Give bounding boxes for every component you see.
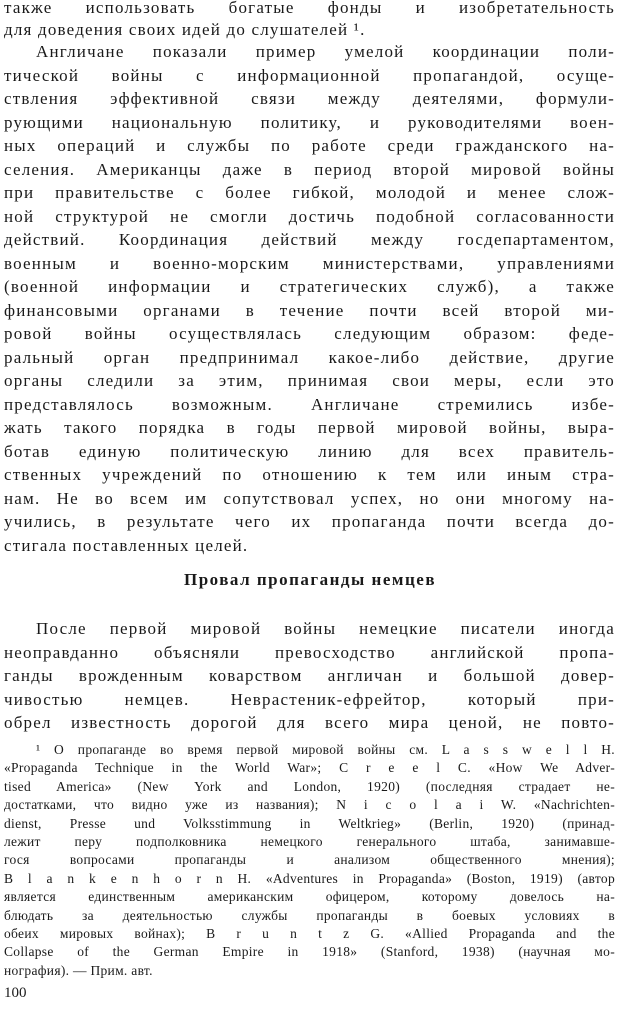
footnote-line: B l a n k e n h o r n H. «Adventures in Propaganda» (Boston, 1919) (автор <box>4 870 615 886</box>
text-line: Англичане показали пример умелой координации поли- <box>36 42 615 61</box>
page-number: 100 <box>4 985 27 1002</box>
text-line: стигала поставленных целей. <box>4 536 249 555</box>
text-line: тической войны с информационной пропагандой, осуще- <box>4 66 615 85</box>
text-line: ных операций и службы по работе среди гражданского на- <box>4 136 615 155</box>
section-heading: Провал пропаганды немцев <box>184 570 436 589</box>
text-line: ганды врожденным коварством англичан и большой довер- <box>4 666 615 685</box>
text-line: ровой войны осуществлялась следующим образом: феде- <box>4 324 615 343</box>
text-line: финансовыми органами в течение почти всей второй ми- <box>4 301 615 320</box>
text-line: ной структурой не смогли достичь подобной согласованности <box>4 207 615 226</box>
footnote-line: гося вопросами пропаганды и анализом общественного мнения); <box>4 852 615 868</box>
text-line: (военной информации и стратегических служб), а также <box>4 277 615 296</box>
footnote-line: достатками, что видно уже из названия); N i c o l a i W. «Nachrichten- <box>4 797 615 813</box>
text-line: ствления эффективной связи между деятелями, формули- <box>4 89 615 108</box>
text-line: рующими национальную политику, и руководителями воен- <box>4 113 615 132</box>
text-line: военным и военно-морским министерствами, управлениями <box>4 254 615 273</box>
footnote-line: является единственным американским офицером, которому довелось на- <box>4 889 615 905</box>
text-line: ботав единую политическую линию для всех правитель- <box>4 442 615 461</box>
text-line: представлялось возможным. Англичане стремились избе- <box>4 395 615 414</box>
footnote-line: блюдать за деятельностью службы пропаганды в боевых условиях в <box>4 907 615 923</box>
text-line: селения. Американцы даже в период второй мировой войны <box>4 160 615 179</box>
footnote-line: «Propaganda Technique in the World War»; C r e e l C. «How We Adver- <box>4 760 615 776</box>
text-line: также использовать богатые фонды и изобретательность <box>4 0 615 17</box>
text-line: при правительстве с более гибкой, молодой и менее слож- <box>4 183 615 202</box>
footnote-line: нография). — Прим. авт. <box>4 962 153 978</box>
text-line: нам. Не во всем им сопутствовал успех, но они многому на- <box>4 489 615 508</box>
text-line: После первой мировой войны немецкие писатели иногда <box>36 619 615 638</box>
text-line: обрел известность дорогой для всего мира ценой, не повто- <box>4 713 615 732</box>
text-line: ральный орган предпринимал какое-либо действие, другие <box>4 348 615 367</box>
text-line: органы следили за этим, принимая свои меры, если это <box>4 371 615 390</box>
footnote-line: Collapse of the German Empire in 1918» (Stanford, 1938) (научная мо- <box>4 944 615 960</box>
text-line: для доведения своих идей до слушателей ¹. <box>4 20 366 39</box>
text-line: жать такого порядка в годы первой мировой войны, выра- <box>4 418 615 437</box>
text-line: ственных учреждений по отношению к тем или иным стра- <box>4 465 615 484</box>
text-line: действий. Координация действий между госдепартаментом, <box>4 230 615 249</box>
footnote-line: обеих мировых войнах); B r u n t z G. «Allied Propaganda and the <box>4 926 615 941</box>
footnote-line: dienst, Presse und Volksstimmung in Weltkrieg» (Berlin, 1920) (принад- <box>4 815 615 831</box>
text-line: учились, в результате чего их пропаганда почти всегда до- <box>4 512 615 531</box>
text-line: чивостью немцев. Неврастеник-ефрейтор, который при- <box>4 690 615 709</box>
footnote-line: лежит перу подполковника немецкого генерального штаба, занимавше- <box>4 834 615 849</box>
footnote-line: ¹ О пропаганде во время первой мировой войны см. L a s s w e l l H. <box>36 742 615 757</box>
footnote-line: tised America» (New York and London, 1920) (последняя страдает не- <box>4 778 615 794</box>
text-line: неоправданно объясняли превосходство английской пропа- <box>4 643 615 662</box>
